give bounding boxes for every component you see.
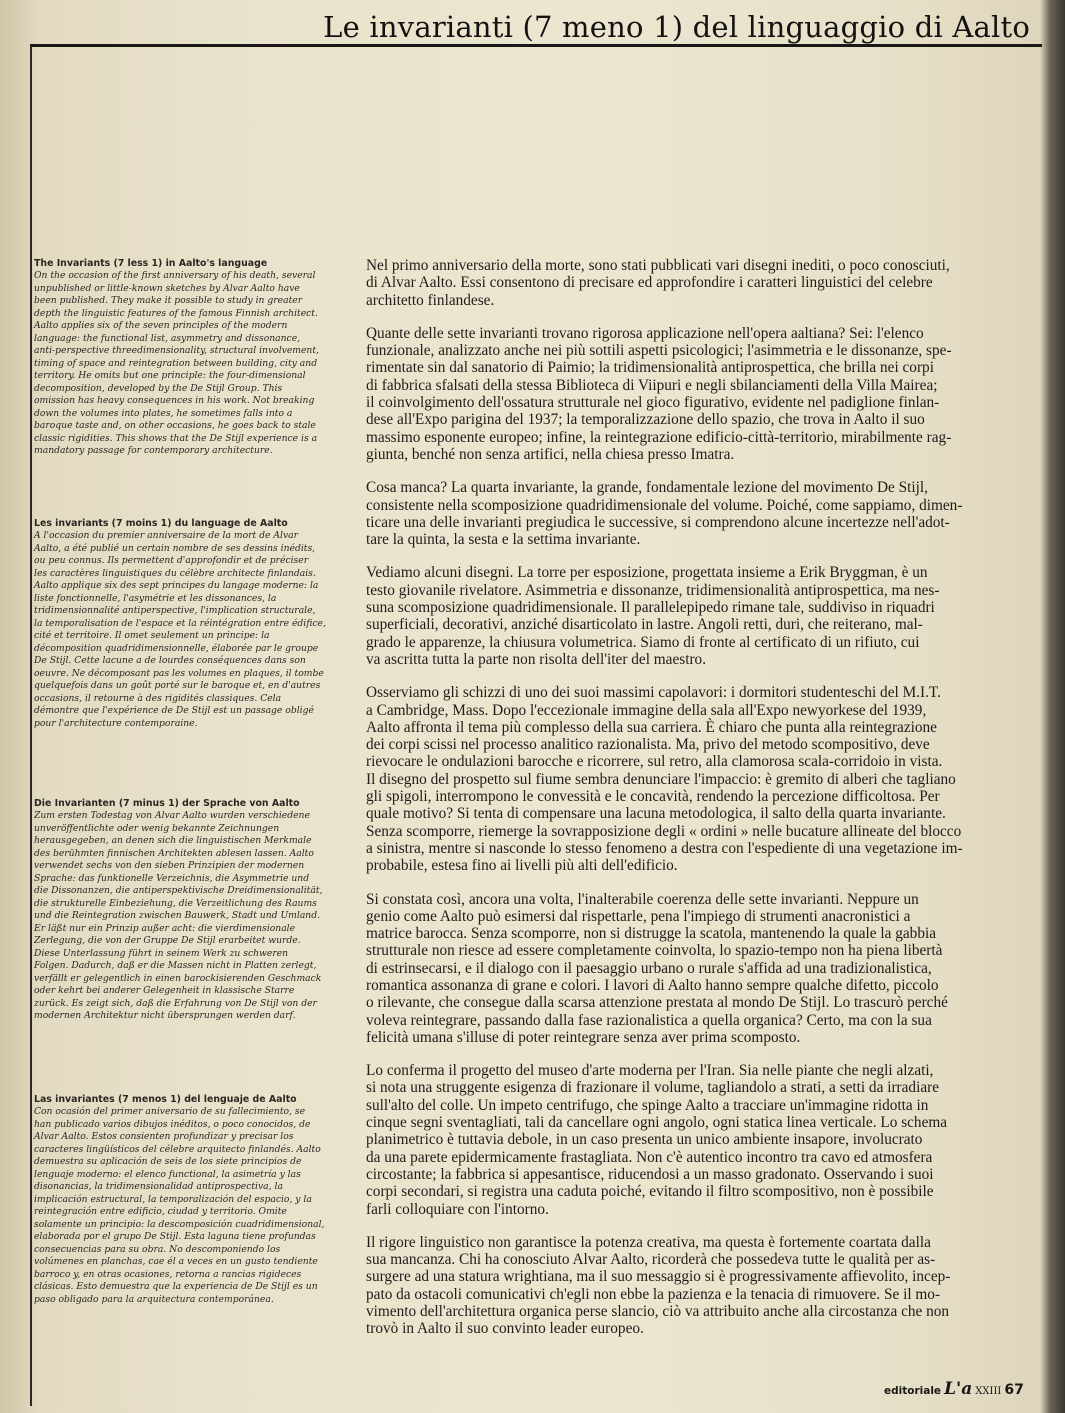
paragraph: Osserviamo gli schizzi di uno dei suoi massimi capolavori: i dormitori studenteschi del M.I.T. a Cambridge, Mass. Dopo l'eccezionale immagine della sala all'Expo newyorkese del 1939, Aalto affronta il tema più complesso della sua carriera. È chiaro che punta alla reintegrazione dei corpi scissi nel processo analitico razionalista. Ma, privo del metodo scompositivo, deve rievocare le ondulazioni barocche e ricorrere, sul retro, alla clamorosa scala-corridoio in vista. Il disegno del prospetto sul fiume sembra denunciare l'impaccio: è gremito di alberi che tagliano gli spigoli, interrompono le convessità e le concavità, rendendo la percezione difficoltosa. Per quale motivo? Si tenta di compensare una lacuna metodologica, il salto della quarta invariante. Senza scomporre, riemerge la sovrapposizione degli « ordini » nelle bucature allineate del blocco a sinistra, mentre si nasconde lo stesso fenomeno a destra con l'espediente di una vegetazione im- probabile, estesa fino ai livelli più alti dell'edificio. [366, 684, 963, 875]
footer-section: editoriale [884, 1385, 942, 1397]
title-rule [30, 44, 1042, 47]
paragraph: Quante delle sette invarianti trovano rigorosa applicazione nell'opera aaltiana? Sei: l'elenco funzionale, analizzato anche nei più sottili aspetti psicologici; l'asimmetria e le dissonanze, spe- rimentate sin dal sanatorio di Paimio; la tridimensionalità antiprospettica, che brilla nei corpi di fabbrica sfalsati della stessa Biblioteca di Viipuri e negli sbilanciamenti della Villa Mairea; il coinvolgimento dell'ossatura strutturale nel gioco figurativo, evidente nel padiglione finlan- dese all'Expo parigina del 1937; la temporalizzazione dello spazio, che trova in Aalto il suo massimo esponente europeo; infine, la reintegrazione edificio-città-territorio, mirabilmente rag- giunta, benché non senza artifici, nella chiesa presso Imatra. [366, 324, 952, 463]
summary-title: Die Invarianten (7 minus 1) der Sprache von Aalto [34, 798, 300, 809]
page-number: 67 [1004, 1382, 1024, 1398]
paragraph: Vediamo alcuni disegni. La torre per esposizione, progettata insieme a Erik Bryggman, è un testo giovanile rivelatore. Asimmetria e dissonanze, tridimensionalità antiprospettica, ma nes- suna scomposizione quadridimensionale. Il parallelepipedo rimane tale, suddiviso in riquadri superficiali, decorativi, anziché disarticolato in lastre. Angoli retti, duri, che reiterano, mal- grado le apparenze, la chiusura volumetrica. Siamo di fronte al certificato di un rifiuto, cui va ascritta tutta la parte non risolta dell'iter del maestro. [366, 564, 940, 668]
paragraph: Si constata così, ancora una volta, l'inalterabile coerenza delle sette invarianti. Neppure un genio come Aalto può esimersi dal rispettarle, pena l'impiego di strumenti anacronistici a matrice barocca. Senza scomporre, non si distrugge la scatola, mantenendo la quale la gabbia strutturale non riesce ad essere completamente coinvolta, lo spazio-tempo non ha piena libertà di estrinsecarsi, e il dialogo con il paesaggio urbano o rurale s'affida ad una tradizionalistica, romantica assonanza di grane e colori. I lavori di Aalto hanno sempre qualche difetto, piccolo o rilevante, che consegue dalla scarsa attenzione prestata al mondo De Stijl. Lo trascurò perché voleva reintegrare, passando dalla fase razionalistica a quella organica? Certo, ma con la sua felicità umana s'illuse di poter reintegrare senza aver prima scomposto. [366, 890, 948, 1046]
magazine-logo: L'a [944, 1379, 973, 1399]
article-body [366, 257, 1042, 1354]
paragraph: Il rigore linguistico non garantisce la potenza creativa, ma questa è fortemente coartata dalla sua mancanza. Chi ha conosciuto Alvar Aalto, ricorderà che possedeva tutte le qualità per as- surgere ad una statura wrightiana, ma il suo messaggio si è progressivamente affievolito, incep- pato da ostacoli comunicativi ch'egli non ebbe la pazienza e la tenacia di rimuovere. Se il mo- vimento dell'architettura organica perse slancio, ciò va attribuito anche alla circostanza che non trovò in Aalto il suo convinto leader europeo. [366, 1233, 951, 1338]
summary-french [34, 518, 346, 730]
summary-title: Las invariantes (7 menos 1) del lenguaje de Aalto [34, 1094, 297, 1105]
left-margin-rule [30, 46, 32, 1406]
summary-english [34, 258, 346, 458]
summary-title: The Invariants (7 less 1) in Aalto's language [34, 258, 268, 269]
summary-title: Les invariants (7 moins 1) du language de Aalto [34, 518, 288, 529]
paragraph: Nel primo anniversario della morte, sono stati pubblicati vari disegni inediti, o poco conosciuti, di Alvar Aalto. Essi consentono di precisare ed approfondire i caratteri linguistici del celebre architetto finlandese. [366, 257, 950, 309]
summary-body: On the occasion of the first anniversary of his death, several unpublished or little-known sketches by Alvar Aalto have been published. They make it possible to study in greater depth the linguistic features of the famous Finnish architect. Aalto applies six of the seven principles of the modern language: the functional list, asymmetry and dissonance, anti-perspective threedimensionality, structural involvement, timing of space and reintegration between building, city and territory. He omits but one principle: the four-dimensional decomposition, developed by the De Stijl Group. This omission has heavy consequences in his work. Not breaking down the volumes into plates, he sometimes falls into a baroque taste and, on other occasions, he goes back to stale classic rigidities. This shows that the De Stijl experience is a mandatory passage for contemporary architecture. [34, 270, 319, 456]
summary-german [34, 798, 346, 1023]
page-footer [884, 1379, 1024, 1399]
paragraph: Lo conferma il progetto del museo d'arte moderna per l'Iran. Sia nelle piante che negli alzati, si nota una struggente esigenza di frazionare il volume, tagliandolo a strati, a setti da irradiare sull'alto del colle. Un impeto centrifugo, che spinge Aalto a tracciare un'immagine ridotta in cinque segni sventagliati, tali da cancellare ogni angolo, ogni statica linea verticale. Lo schema planimetrico è tuttavia debole, in un caso presenta un unico ambiente insapore, involucrato da una parete epidermicamente frastagliata. Non c'è autentico incontro tra cavo ed atmosfera circostante; la fabbrica si appesantisce, riducendosi a un masso gradonato. Osservando i suoi corpi secondari, si registra una caduta poiché, evitando il filtro scompositivo, non è possibile farli colloquiare con l'intorno. [366, 1062, 948, 1218]
summary-spanish [34, 1094, 346, 1306]
paragraph: Cosa manca? La quarta invariante, la grande, fondamentale lezione del movimento De Stijl, consistente nella scomposizione quadridimensionale del volume. Poiché, come sappiamo, dimen- ticare una delle invarianti pregiudica le successive, si comprendono alcune incertezze nell'adot- tare la quinta, la sesta e la settima invariante. [366, 479, 963, 549]
article-title: Le invarianti (7 meno 1) del linguaggio di Aalto [323, 10, 1030, 44]
summary-body: A l'occasion du premier anniversaire de la mort de Alvar Aalto, a été publié un certain nombre de ses dessins inédits, ou peu connus. Ils permettent d'approfondir et de préciser les caractères linguistiques du célèbre architecte finlandais. Aalto applique six des sept principes du langage moderne: la liste fonctionnelle, l'asymétrie et les dissonances, la tridimensionnalité antiperspective, l'implication structurale, la temporalisation de l'espace et la réintégration entre édifice, cité et territoire. Il omet seulement un principe: la décomposition quadridimensionnelle, élaborée par le groupe De Stijl. Cette lacune a de lourdes conséquences dans son oeuvre. Ne décomposant pas les volumes en plaques, il tombe quelquefois dans un goût porté sur le baroque et, en d'autres occasions, il retourne à des rigidités classiques. Cela démontre que l'expérience de De Stijl est un passage obligé pour l'architecture contemporaine. [34, 530, 326, 729]
issue-number: XXIII [975, 1386, 1002, 1397]
summary-body: Con ocasión del primer aniversario de su fallecimiento, se han publicado varios dibujos inéditos, o poco conocidos, de Alvar Aalto. Estos consienten profundizar y precisar los caracteres lingüísticos del célebre arquitecto finlandés. Aalto demuestra su aplicación de seis de los siete principios de lenguaje moderno: el elenco functional, la asimetría y las disonancias, la tridimensionalidad antiprospectiva, la implicación estructural, la temporalización del espacio, y la reintegración entre edificio, ciudad y territorio. Omite solamente un principio: la descomposición cuadridimensional, elaborada por el grupo De Stijl. Esta laguna tiene profundas consecuencias para su obra. No descomponiendo los volúmenes en planchas, cae él a veces en un gusto tendiente barroco y, en otras ocasiones, retorna a rancias rigideces clásicas. Esto demuestra que la experiencia de De Stijl es un paso obligado para la arquitectura contemporánea. [34, 1106, 325, 1305]
summary-body: Zum ersten Todestag von Alvar Aalto wurden verschiedene unveröffentlichte oder wenig bekannte Zeichnungen herausgegeben, an denen sich die linguistischen Merkmale des berühmten finnischen Architekten ablesen lassen. Aalto verwendet sechs von den sieben Prinzipien der modernen Sprache: das funktionelle Verzeichnis, die Asymmetrie und die Dissonanzen, die antiperspektivische Dreidimensionalität, die strukturelle Einbeziehung, die Verzeitlichung des Raums und die Reintegration zwischen Bauwerk, Stadt und Umland. Er läßt nur ein Prinzip außer acht: die vierdimensionale Zerlegung, die von der Gruppe De Stijl erarbeitet wurde. Diese Unterlassung führt in seinem Werk zu schweren Folgen. Dadurch, daß er die Massen nicht in Platten zerlegt, verfällt er gelegentlich in einen barockisierenden Geschmack oder kehrt bei anderer Gelegenheit in klassische Starre zurück. Es zeigt sich, daß die Erfahrung von De Stijl von der modernen Architektur nicht übersprungen werden darf. [34, 810, 323, 1021]
